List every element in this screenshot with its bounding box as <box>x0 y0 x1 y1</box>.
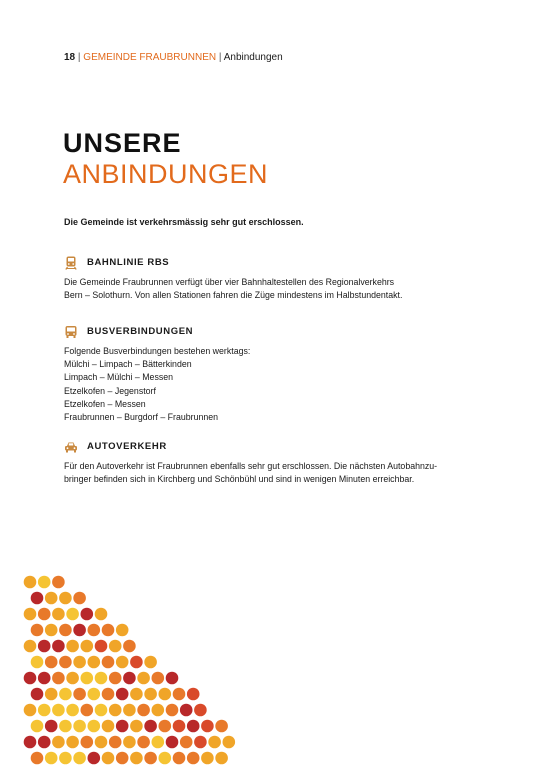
route-item: Limpach – Mülchi – Messen <box>64 372 174 383</box>
decor-dot <box>66 704 79 717</box>
decor-dot <box>166 704 179 717</box>
decor-dot <box>116 720 129 733</box>
decor-dot <box>166 672 179 685</box>
decor-dot <box>95 704 108 717</box>
decor-dot <box>144 720 157 733</box>
decor-dot <box>95 640 108 653</box>
decor-dot <box>31 656 44 669</box>
decor-dot <box>88 656 101 669</box>
decor-dot <box>201 720 214 733</box>
decor-dot <box>81 704 94 717</box>
decor-dot <box>24 736 37 749</box>
decor-dot <box>52 736 65 749</box>
section-body <box>64 460 494 486</box>
decor-dot <box>45 752 58 765</box>
decor-dot <box>109 736 122 749</box>
decor-dot <box>24 704 37 717</box>
decor-dot <box>45 624 58 637</box>
decor-dot <box>208 736 221 749</box>
decor-dot <box>187 752 200 765</box>
decor-dot <box>66 736 79 749</box>
decor-dot <box>144 752 157 765</box>
decor-dot <box>215 720 228 733</box>
decor-dot <box>123 704 136 717</box>
train-icon <box>64 256 78 270</box>
decor-dot <box>95 672 108 685</box>
header-section: Anbindungen <box>223 52 283 63</box>
decor-dot <box>59 624 72 637</box>
decor-dot <box>52 576 65 589</box>
decor-dot <box>73 752 86 765</box>
route-item: Etzelkofen – Messen <box>64 398 146 409</box>
decor-dot <box>95 608 108 621</box>
section-line: Für den Autoverkehr ist Fraubrunnen ebenfalls sehr gut erschlossen. Die nächsten Autobahnzu- <box>64 461 438 471</box>
decor-dot <box>38 640 51 653</box>
header-separator-2: | <box>218 52 222 63</box>
decor-dot <box>116 656 129 669</box>
decor-dot <box>194 704 207 717</box>
decor-dot <box>152 672 165 685</box>
decor-dot <box>137 704 150 717</box>
route-item: Etzelkofen – Jegenstorf <box>64 385 156 396</box>
section-autoverkehr <box>64 439 494 486</box>
decor-dot <box>88 688 101 701</box>
decor-dot <box>52 704 65 717</box>
decor-dot <box>73 656 86 669</box>
decor-dot <box>123 736 136 749</box>
decor-dot <box>159 752 172 765</box>
decor-dot <box>187 688 200 701</box>
decor-dot <box>102 656 115 669</box>
decor-dot <box>24 576 37 589</box>
decor-dot <box>88 752 101 765</box>
decor-dot <box>73 688 86 701</box>
decor-dot <box>173 720 186 733</box>
intro-text: Die Gemeinde ist verkehrsmässig sehr gut erschlossen. <box>64 217 304 227</box>
page-header <box>64 52 283 63</box>
decor-dot <box>116 624 129 637</box>
decor-dot <box>116 688 129 701</box>
header-separator: | <box>77 52 81 63</box>
decor-dot <box>102 752 115 765</box>
decor-dot <box>66 672 79 685</box>
section-heading <box>64 439 494 455</box>
decor-dot <box>45 656 58 669</box>
decor-dot <box>95 736 108 749</box>
section-line: Die Gemeinde Fraubrunnen verfügt über vier Bahnhaltestellen des Regionalverkehrs <box>64 277 395 287</box>
decor-dot <box>45 720 58 733</box>
decor-dot <box>102 688 115 701</box>
decor-dot <box>38 736 51 749</box>
decor-dot <box>194 736 207 749</box>
decor-dot <box>66 640 79 653</box>
page-title-line1: UNSERE <box>63 128 182 158</box>
decor-dot <box>159 720 172 733</box>
section-body <box>64 276 494 302</box>
decor-dot <box>38 704 51 717</box>
header-municipality: GEMEINDE FRAUBRUNNEN <box>83 52 217 63</box>
section-line: Bern – Solothurn. Von allen Stationen fahren die Züge mindestens im Halbstundentakt. <box>64 290 403 301</box>
decor-dot <box>73 624 86 637</box>
decor-dot <box>59 688 72 701</box>
decor-dot <box>201 752 214 765</box>
decor-dot <box>24 672 37 685</box>
decor-dot <box>31 624 44 637</box>
decor-dot <box>159 688 172 701</box>
route-item: Fraubrunnen – Burgdorf – Fraubrunnen <box>64 412 219 423</box>
decor-dot <box>187 720 200 733</box>
section-title: BUSVERBINDUNGEN <box>87 326 194 338</box>
decor-dot <box>173 688 186 701</box>
decor-dot <box>59 656 72 669</box>
section-body <box>64 345 494 424</box>
page-title-line2: ANBINDUNGEN <box>63 159 269 189</box>
decor-dot <box>73 592 86 605</box>
decor-dot <box>166 736 179 749</box>
decor-dot <box>73 720 86 733</box>
decor-dot <box>180 736 193 749</box>
decor-dot <box>81 736 94 749</box>
section-title: AUTOVERKEHR <box>87 441 167 453</box>
decor-dot <box>31 720 44 733</box>
decor-dot <box>102 624 115 637</box>
section-line: bringer befinden sich in Kirchberg und Schönbühl und sind in wenigen Minuten erreichbar. <box>64 474 415 485</box>
decor-dot <box>130 688 143 701</box>
section-busverbindungen <box>64 324 494 424</box>
section-bahnlinie <box>64 255 494 302</box>
decor-dot <box>130 656 143 669</box>
decor-dot <box>144 688 157 701</box>
decor-dot <box>52 640 65 653</box>
section-heading <box>64 324 494 340</box>
decor-dot <box>180 704 193 717</box>
decor-dot <box>59 720 72 733</box>
decor-dot <box>88 624 101 637</box>
decor-dot <box>109 704 122 717</box>
decor-dot <box>130 752 143 765</box>
decor-dot <box>59 592 72 605</box>
decor-dot <box>38 576 51 589</box>
decor-dot <box>52 608 65 621</box>
decor-dot <box>59 752 72 765</box>
decor-dot <box>31 752 44 765</box>
decor-dot <box>130 720 143 733</box>
route-item: Mülchi – Limpach – Bätterkinden <box>64 359 192 370</box>
car-icon <box>64 440 78 454</box>
decor-dot <box>45 688 58 701</box>
section-heading <box>64 255 494 271</box>
page-number: 18 <box>64 52 76 63</box>
decor-dot <box>137 736 150 749</box>
section-title: BAHNLINIE RBS <box>87 257 170 269</box>
decor-dot <box>116 752 129 765</box>
decor-dot <box>123 672 136 685</box>
decor-dot <box>88 720 101 733</box>
decorative-dot-pattern <box>0 560 260 765</box>
decor-dot <box>152 704 165 717</box>
decor-dot <box>24 608 37 621</box>
decor-dot <box>173 752 186 765</box>
decor-dot <box>109 672 122 685</box>
bus-icon <box>64 325 78 339</box>
decor-dot <box>123 640 136 653</box>
decor-dot <box>24 640 37 653</box>
decor-dot <box>152 736 165 749</box>
decor-dot <box>144 656 157 669</box>
decor-dot <box>137 672 150 685</box>
decor-dot <box>52 672 65 685</box>
decor-dot <box>31 592 44 605</box>
decor-dot <box>81 672 94 685</box>
page-title <box>63 128 268 190</box>
decor-dot <box>109 640 122 653</box>
decor-dot <box>223 736 236 749</box>
decor-dot <box>215 752 228 765</box>
decor-dot <box>102 720 115 733</box>
decor-dot <box>81 640 94 653</box>
decor-dot <box>81 608 94 621</box>
decor-dot <box>31 688 44 701</box>
decor-dot <box>38 672 51 685</box>
section-line: Folgende Busverbindungen bestehen werktags: <box>64 346 251 356</box>
decor-dot <box>38 608 51 621</box>
decor-dot <box>66 608 79 621</box>
decor-dot <box>45 592 58 605</box>
